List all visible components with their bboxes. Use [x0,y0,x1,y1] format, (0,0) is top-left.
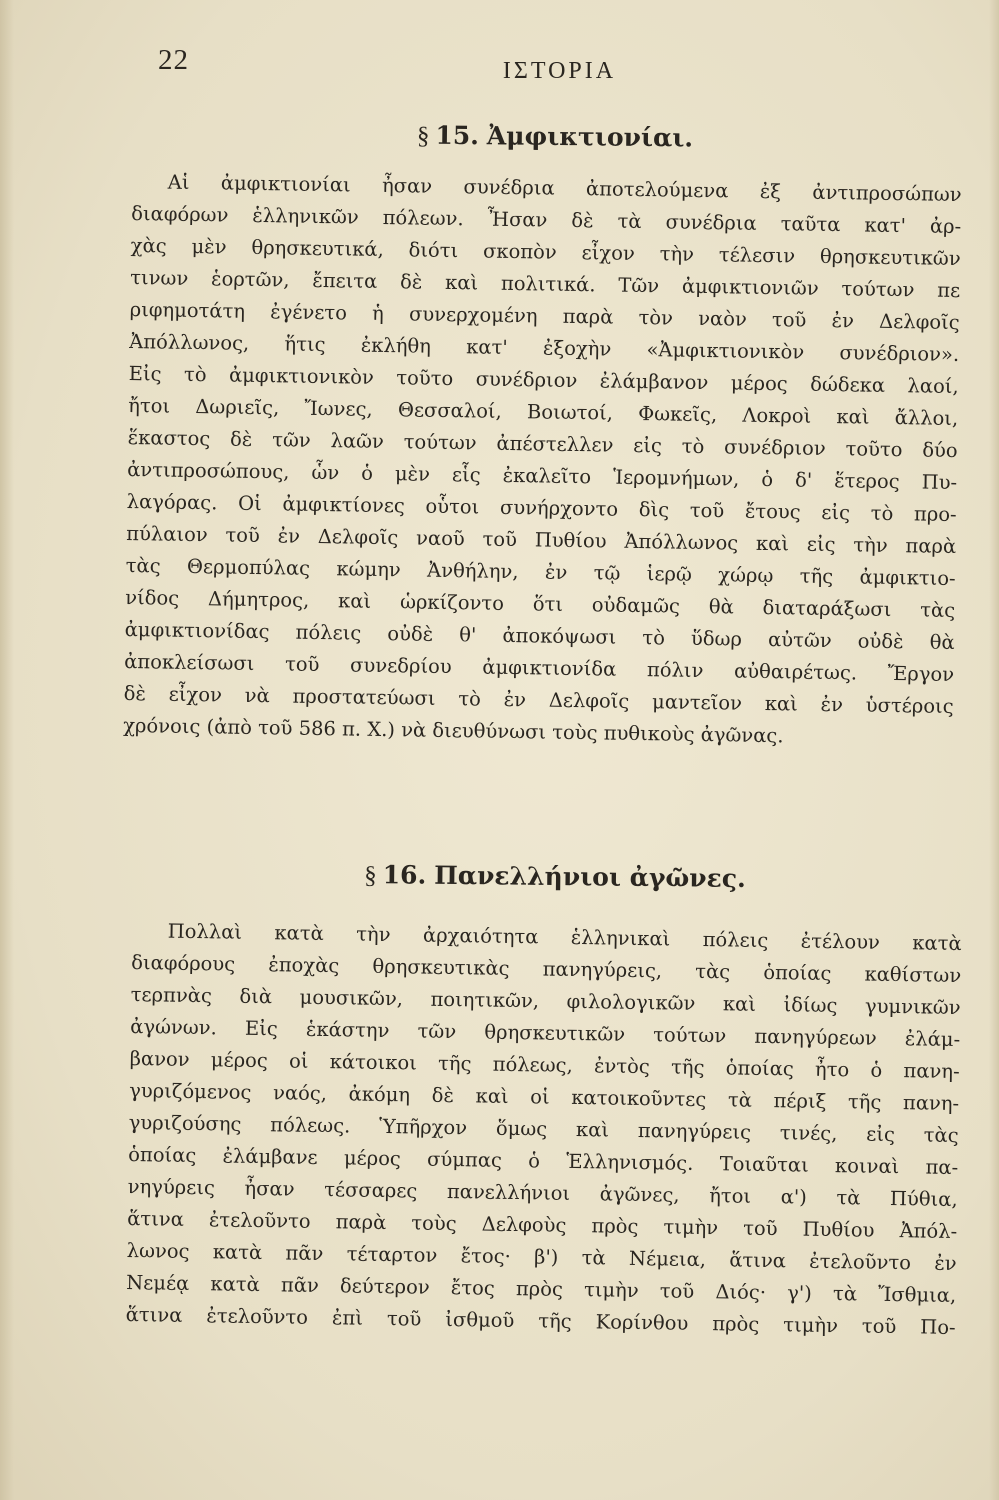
section-title: Πανελλήνιοι ἀγῶνες. [434,860,746,893]
text-line: Εἰς τὸ ἀμφικτιονικὸν τοῦτο συνέδριον ἐλάμβανον μέρος δώδεκα λαοί, [128,361,959,399]
text-line: Πολλαὶ κατὰ τὴν ἀρχαιότητα ἑλληνικαὶ πόλεις ἐτέλουν κατὰ [167,919,962,956]
text-line: τινων ἑορτῶν, ἔπειτα δὲ καὶ πολιτικά. Τῶν ἀμφικτιονιῶν τούτων πε [130,265,961,303]
running-head: ΙΣΤΟΡΙΑ [502,58,617,84]
section-16-text [125,915,961,1344]
text-line: ἀγώνων. Εἰς ἑκάστην τῶν θρησκευτικῶν τούτων πανηγύρεων ἐλάμ- [130,1014,961,1052]
text-line: γυριζούσης πόλεως. Ὑπῆρχον ὅμως καὶ πανηγύρεις τινές, εἰς τὰς [128,1110,959,1148]
text-line: ἅτινα ἐτελοῦντο παρὰ τοὺς Δελφοὺς πρὸς τιμὴν τοῦ Πυθίου Ἀπόλ- [127,1206,958,1243]
section-15-text [123,166,962,755]
text-line: Ἀπόλλωνος, ἥτις ἐκλήθη κατ' ἐξοχὴν «Ἀμφικτιονικὸν συνέδριον». [129,329,960,367]
text-line: ριφημοτάτη ἐγένετο ἡ συνερχομένη παρὰ τὸν ναὸν τοῦ ἐν Δελφοῖς [129,297,960,335]
text-line: Αἱ ἀμφικτιονίαι ἦσαν συνέδρια ἀποτελούμενα ἐξ ἀντιπροσώπων [167,170,962,207]
text-line: ἀποκλείσωσι τοῦ συνεδρίου ἀμφικτιονίδα πόλιν αὐθαιρέτως. Ἔργον [124,649,955,686]
page-edge-shadow-right [989,0,999,1500]
page-edge-shadow-left [0,0,14,1500]
text-line: τερπνὰς διὰ μουσικῶν, ποιητικῶν, φιλολογικῶν καὶ ἰδίως γυμνικῶν [130,982,961,1020]
page-number: 22 [158,44,189,76]
text-line: νηγύρεις ἦσαν τέσσαρες πανελλήνιοι ἀγῶνες, ἤτοι α') τὰ Πύθια, [127,1174,958,1212]
section-number: 15. [435,120,480,151]
text-line: χὰς μὲν θρησκευτικά, διότι σκοπὸν εἶχον τὴν τέλεσιν θρησκευτικῶν [130,233,961,271]
text-line: ἅτινα ἐτελοῦντο ἐπὶ τοῦ ἰσθμοῦ τῆς Κορίνθου πρὸς τιμὴν τοῦ Πο- [125,1302,956,1339]
text-line: ἕκαστος δὲ τῶν λαῶν τούτων ἀπέστελλεν εἰς τὸ συνέδριον τοῦτο δύο [127,425,958,463]
text-line: διαφόρους ἐποχὰς θρησκευτικὰς πανηγύρεις, τὰς ὁποίας καθίστων [131,950,962,988]
text-line: ἀμφικτιονίδας πόλεις οὐδὲ θ' ἀποκόψωσι τὸ ὕδωρ αὐτῶν οὐδὲ θὰ [124,617,955,654]
section-title: Ἀμφικτιονίαι. [486,121,694,153]
text-line: ὁποίας ἐλάμβανε μέρος σύμπας ὁ Ἑλληνισμός. Τοιαῦται κοιναὶ πα- [128,1142,959,1180]
text-line: ἤτοι Δωριεῖς, Ἴωνες, Θεσσαλοί, Βοιωτοί, Φωκεῖς, Λοκροὶ καὶ ἄλλοι, [128,393,959,431]
text-line: γυριζόμενος ναός, ἀκόμη δὲ καὶ οἱ κατοικοῦντες τὰ πέριξ τῆς πανη- [129,1078,960,1116]
text-line: πύλαιον τοῦ ἐν Δελφοῖς ναοῦ τοῦ Πυθίου Ἀπόλλωνος καὶ εἰς τὴν παρὰ [126,521,957,558]
text-line: βανον μέρος οἱ κάτοικοι τῆς πόλεως, ἐντὸς τῆς ὁποίας ἦτο ὁ πανη- [129,1046,960,1084]
section-15-heading [150,118,960,156]
text-line: χρόνοις (ἀπὸ τοῦ 586 π. Χ.) νὰ διευθύνωσι τοὺς πυθικοὺς ἀγῶνας. [123,713,784,748]
text-line: νίδος Δήμητρος, καὶ ὡρκίζοντο ὅτι οὐδαμῶς θὰ διαταράξωσι τὰς [125,585,956,622]
text-line: διαφόρων ἑλληνικῶν πόλεων. Ἦσαν δὲ τὰ συνέδρια ταῦτα κατ' ἀρ- [131,201,962,239]
text-line: δὲ εἶχον νὰ προστατεύωσι τὸ ἐν Δελφοῖς μαντεῖον καὶ ἐν ὑστέροις [123,681,954,718]
section-number: 16. [382,860,427,890]
section-mark: § [416,122,430,150]
section-mark: § [364,862,377,890]
text-line: τὰς Θερμοπύλας κώμην Ἀνθήλην, ἐν τῷ ἱερῷ χώρῳ τῆς ἀμφικτιο- [125,553,956,590]
text-line: λαγόρας. Οἱ ἀμφικτίονες οὗτοι συνήρχοντο δὶς τοῦ ἔτους εἰς τὸ προ- [126,489,957,526]
text-line: λωνος κατὰ πᾶν τέταρτον ἔτος· β') τὰ Νέμεια, ἅτινα ἐτελοῦντο ἐν [126,1238,957,1275]
text-line: ἀντιπροσώπους, ὧν ὁ μὲν εἷς ἐκαλεῖτο Ἱερομνήμων, ὁ δ' ἕτερος Πυ- [127,457,958,494]
text-line: Νεμέᾳ κατὰ πᾶν δεύτερον ἔτος πρὸς τιμὴν τοῦ Διός· γ') τὰ Ἴσθμια, [126,1270,957,1307]
section-16-heading [150,858,960,896]
